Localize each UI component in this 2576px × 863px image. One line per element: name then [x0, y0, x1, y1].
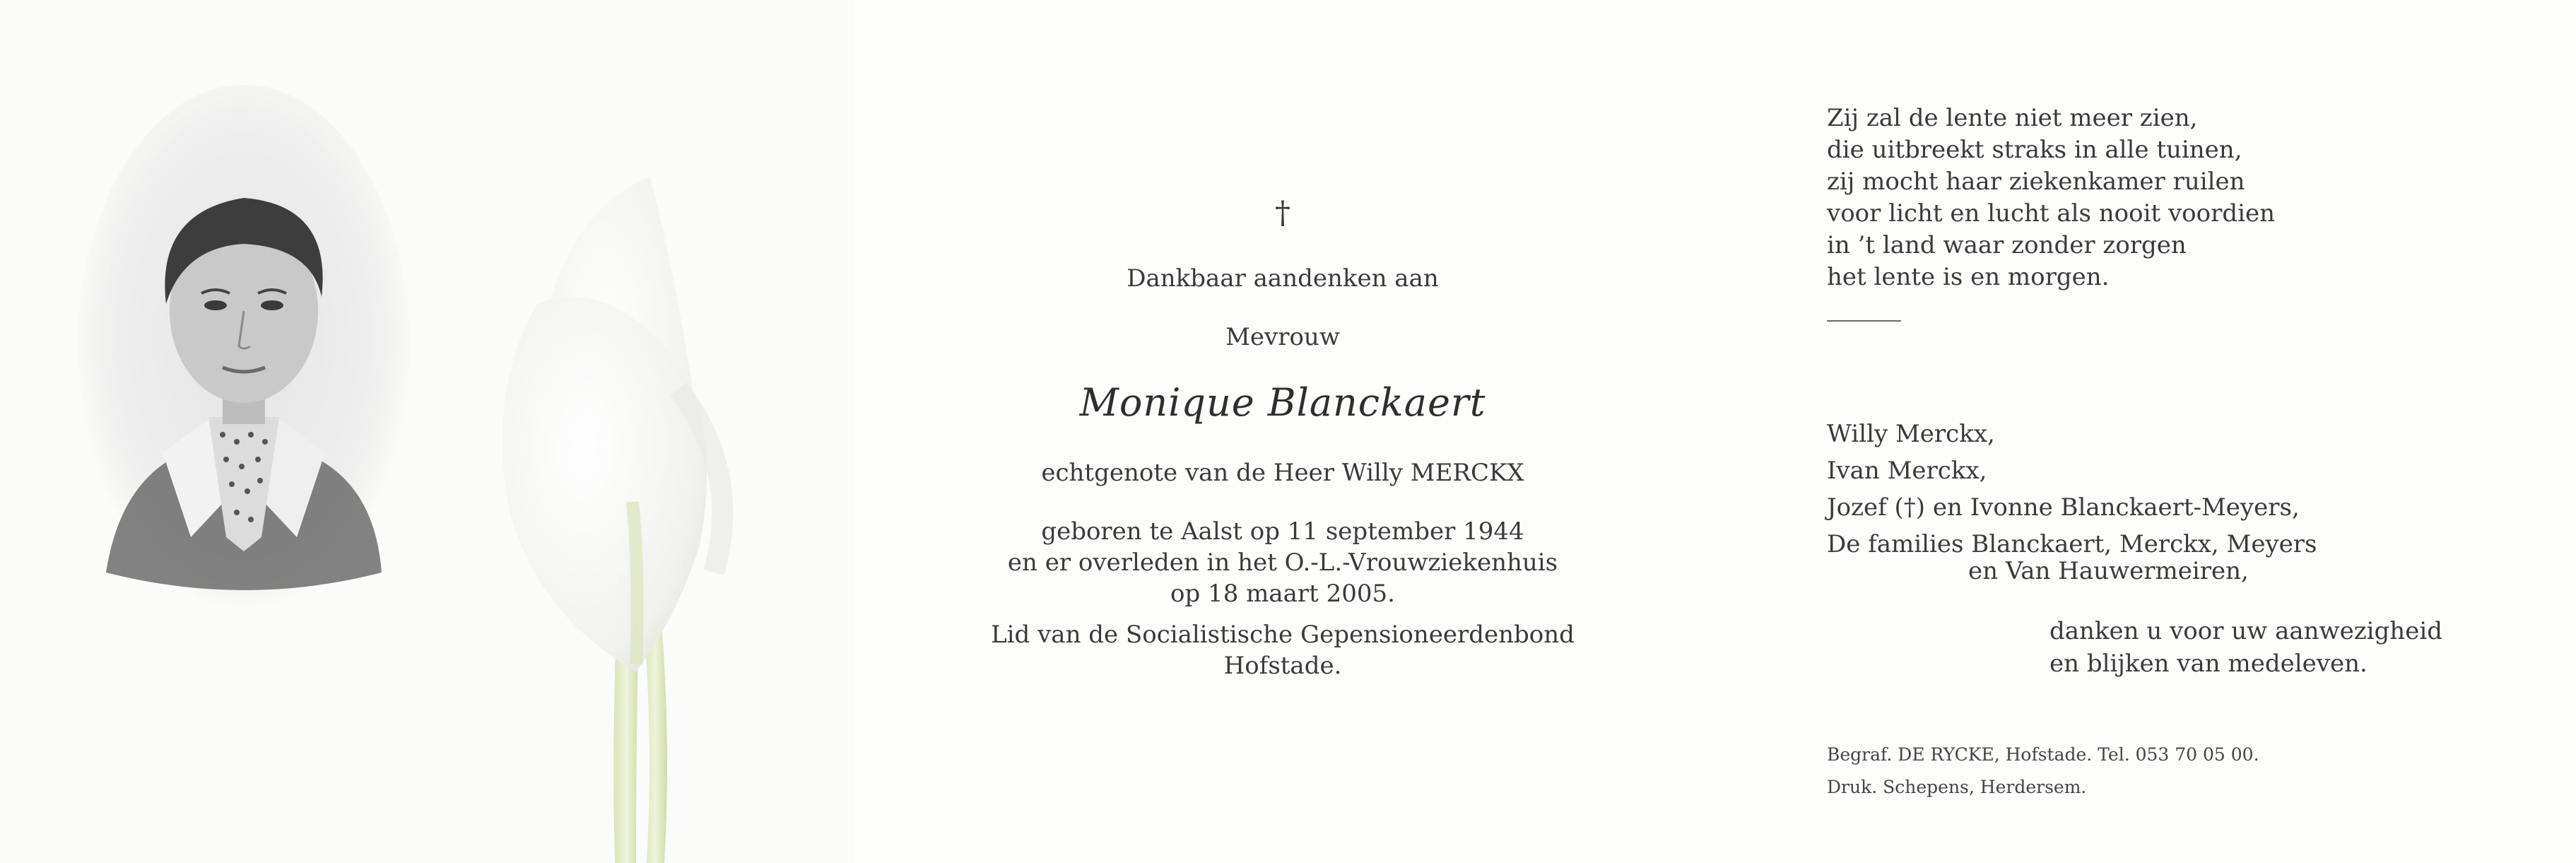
family-line: en Van Hauwermeiren, [1968, 557, 2249, 585]
life-dates [855, 516, 1710, 609]
poem [1827, 102, 2275, 293]
poem-line: zij mocht haar ziekenkamer ruilen [1827, 168, 2245, 196]
thanks-note [2049, 615, 2442, 680]
membership-line: Lid van de Socialistische Gepensioneerdenbond [991, 621, 1575, 649]
funeral-director-line: Begraf. DE RYCKE, Hofstade. Tel. 053 70 05 00. [1827, 744, 2259, 765]
remembrance-heading: Dankbaar aandenken aan [1127, 264, 1439, 293]
death-line: en er overleden in het O.-L.-Vrouwziekenhuis [1007, 548, 1558, 577]
family-line: Ivan Merckx, [1827, 457, 1987, 485]
family-line: Jozef (†) en Ivonne Blanckaert-Meyers, [1827, 493, 2300, 522]
poem-line: Zij zal de lente niet meer zien, [1827, 104, 2198, 132]
family-line: De families Blanckaert, Merckx, Meyers [1827, 530, 2317, 558]
family-line: Willy Merckx, [1827, 420, 1995, 448]
membership [855, 619, 1710, 681]
calla-lily-illustration [466, 177, 806, 863]
deceased-name: Monique Blanckaert [1079, 380, 1486, 425]
poem-line: in ’t land waar zonder zorgen [1827, 231, 2187, 259]
thanks-line: en blijken van medeleven. [2049, 650, 2368, 678]
portrait-photo [78, 85, 410, 608]
spouse-line: echtgenote van de Heer Willy MERCKX [1041, 459, 1524, 487]
divider [1827, 320, 1901, 322]
thanks-line: danken u voor uw aanwezigheid [2049, 617, 2442, 645]
death-date-line: op 18 maart 2005. [1170, 580, 1395, 608]
poem-line: het lente is en morgen. [1827, 263, 2110, 291]
honorific: Mevrouw [1225, 323, 1340, 351]
printer-line: Druk. Schepens, Herdersem. [1827, 777, 2087, 797]
family-list [1827, 416, 2317, 585]
membership-place: Hofstade. [1223, 652, 1342, 680]
poem-line: voor licht en lucht als nooit voordien [1827, 199, 2276, 228]
printer-footer [1827, 739, 2259, 804]
poem-line: die uitbreekt straks in alle tuinen, [1827, 136, 2242, 164]
text-panel-right [1710, 0, 2576, 863]
birth-line: geboren te Aalst op 11 september 1944 [1041, 517, 1524, 546]
photo-panel [0, 0, 855, 863]
text-panel-center [855, 0, 1710, 863]
cross-symbol: † [1275, 195, 1290, 231]
